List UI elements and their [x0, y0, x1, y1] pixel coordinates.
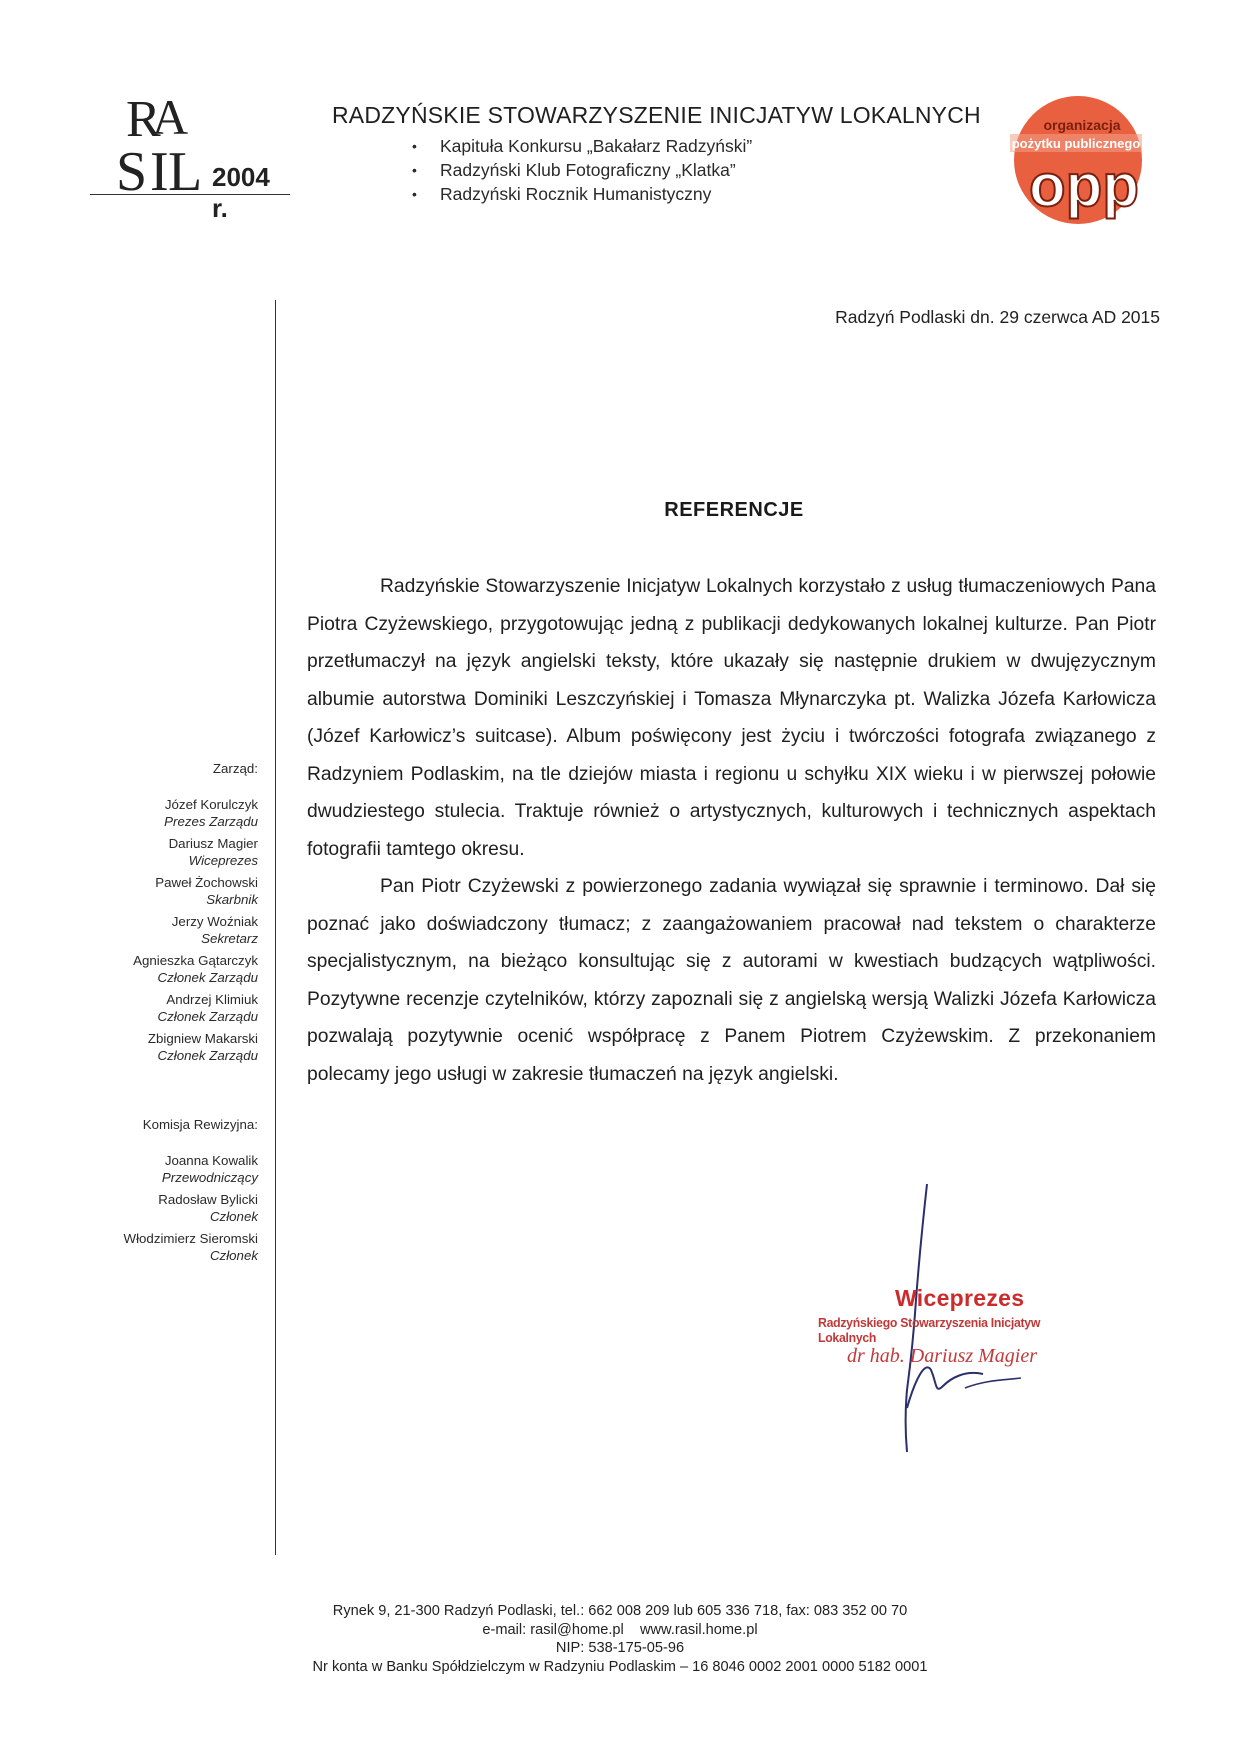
member-role: Członek: [209, 1209, 258, 1224]
footer-address: Rynek 9, 21-300 Radzyń Podlaski, tel.: 662 008 209 lub 605 336 718, fax: 083 352 00 70: [332, 1603, 908, 1619]
member-role: Prezes Zarządu: [164, 814, 258, 829]
svg-text:I: I: [150, 141, 169, 197]
logo-underline: [90, 194, 290, 195]
member-name: Józef Korulczyk: [164, 797, 258, 812]
member-role: Członek Zarządu: [157, 1009, 258, 1024]
board-member: [8, 835, 258, 869]
svg-text:S: S: [116, 141, 148, 197]
member-name: Paweł Żochowski: [155, 875, 258, 890]
board-member: [8, 796, 258, 830]
sidebar-divider: [275, 300, 276, 1555]
letter-footer: [0, 1602, 1240, 1676]
letter-body: [307, 568, 1156, 1093]
member-role: Członek Zarządu: [157, 970, 258, 985]
footer-nip: NIP: 538-175-05-96: [555, 1640, 685, 1656]
opp-line2: pożytku publicznego: [1011, 136, 1141, 151]
audit-member: [8, 1230, 258, 1264]
svg-text:L: L: [168, 141, 203, 197]
member-role: Członek Zarządu: [157, 1048, 258, 1063]
audit-heading: Komisja Rewizyjna:: [142, 1117, 258, 1132]
body-paragraph: Pan Piotr Czyżewski z powierzonego zadania wywiązał się sprawnie i terminowo. Dał się poznać jako doświadczony tłumacz; z zaangażowaniem pracował nad tekstem o charakterze specjalistycznym, na bieżąco konsultując się z autorami w kwestiach budzących wątpliwości. Pozytywne recenzje czytelników, którzy zapoznali się z angielską wersją Walizki Józefa Karłowicza pozwalają pozytywnie ocenić współpracę z Panem Piotrem Czyżewskim. Z przekonaniem polecamy jego usługi w zakresie tłumaczeń na język angielski.: [307, 876, 1156, 1085]
opp-line1: organizacja: [1043, 117, 1121, 133]
member-role: Wiceprezes: [188, 853, 258, 868]
body-paragraph: Radzyńskie Stowarzyszenie Inicjatyw Lokalnych korzystało z usług tłumaczeniowych Pana Piotra Czyżewskiego, przygotowując jedną z publikacji dedykowanych lokalnej kulturze. Pan Piotr przetłumaczył na język angielski teksty, które ukazały się następnie drukiem w dwujęzycznym albumie autorstwa Dominiki Leszczyńskiej i Tomasza Młynarczyka pt. Walizka Józefa Karłowicza (Józef Karłowicz’s suitcase). Album poświęcony jest życiu i twórczości fotografa związanego z Radzyniem Podlaskim, na tle dziejów miasta i regionu u schyłku XIX wieku i w pierwszej połowie dwudziestego stulecia. Traktuje również o artystycznych, kulturowych i technicznych aspektach fotografii tamtego okresu.: [307, 576, 1156, 860]
board-member: [8, 991, 258, 1025]
signature-stamp: [815, 1180, 1095, 1470]
organization-name: RADZYŃSKIE STOWARZYSZENIE INICJATYW LOKALNYCH: [332, 102, 981, 128]
opp-badge-icon: [1010, 94, 1142, 229]
footer-bank: Nr konta w Banku Spółdzielczym w Radzyniu Podlaskim – 16 8046 0002 2001 0000 5182 0001: [312, 1658, 928, 1675]
member-name: Radosław Bylicki: [158, 1192, 258, 1207]
letter-title: REFERENCJE: [664, 499, 804, 521]
audit-member: [8, 1152, 258, 1186]
letter-date: Radzyń Podlaski dn. 29 czerwca AD 2015: [835, 307, 1160, 327]
member-name: Agnieszka Gątarczyk: [133, 953, 258, 968]
program-item: • Radzyński Klub Fotograficzny „Klatka”: [440, 158, 752, 182]
svg-text:A: A: [152, 92, 189, 145]
opp-letters: opp: [1029, 152, 1139, 219]
program-list: [440, 134, 752, 206]
stamp-title: Wiceprezes: [895, 1285, 1025, 1311]
program-item: • Radzyński Rocznik Humanistyczny: [440, 182, 752, 206]
member-role: Przewodniczący: [161, 1170, 258, 1185]
board-heading: Zarząd:: [212, 761, 258, 776]
footer-contact: e-mail: rasil@home.pl www.rasil.home.pl: [482, 1621, 758, 1638]
member-role: Sekretarz: [201, 931, 258, 946]
audit-member: [8, 1191, 258, 1225]
member-name: Włodzimierz Sieromski: [123, 1231, 258, 1246]
member-name: Dariusz Magier: [168, 836, 258, 851]
svg-text:R: R: [126, 92, 161, 148]
program-item: • Kapituła Konkursu „Bakałarz Radzyński”: [440, 134, 752, 158]
member-name: Zbigniew Makarski: [147, 1031, 258, 1046]
board-member: [8, 913, 258, 947]
audit-committee-list: [8, 1116, 258, 1269]
member-name: Andrzej Klimiuk: [166, 992, 258, 1007]
board-member: [8, 952, 258, 986]
member-name: Jerzy Woźniak: [171, 914, 258, 929]
logo-year: 2004 r.: [212, 162, 270, 223]
board-list: [8, 760, 258, 1069]
board-member: [8, 1030, 258, 1064]
opp-badge: [1010, 94, 1142, 229]
stamp-name: dr hab. Dariusz Magier: [847, 1345, 1038, 1367]
stamp-organization: Radzyńskiego Stowarzyszenia Inicjatyw Lokalnych: [818, 1315, 1041, 1345]
rasil-logo: [112, 92, 292, 223]
board-member: [8, 874, 258, 908]
member-name: Joanna Kowalik: [164, 1153, 258, 1168]
member-role: Członek: [209, 1248, 258, 1263]
member-role: Skarbnik: [206, 892, 258, 907]
